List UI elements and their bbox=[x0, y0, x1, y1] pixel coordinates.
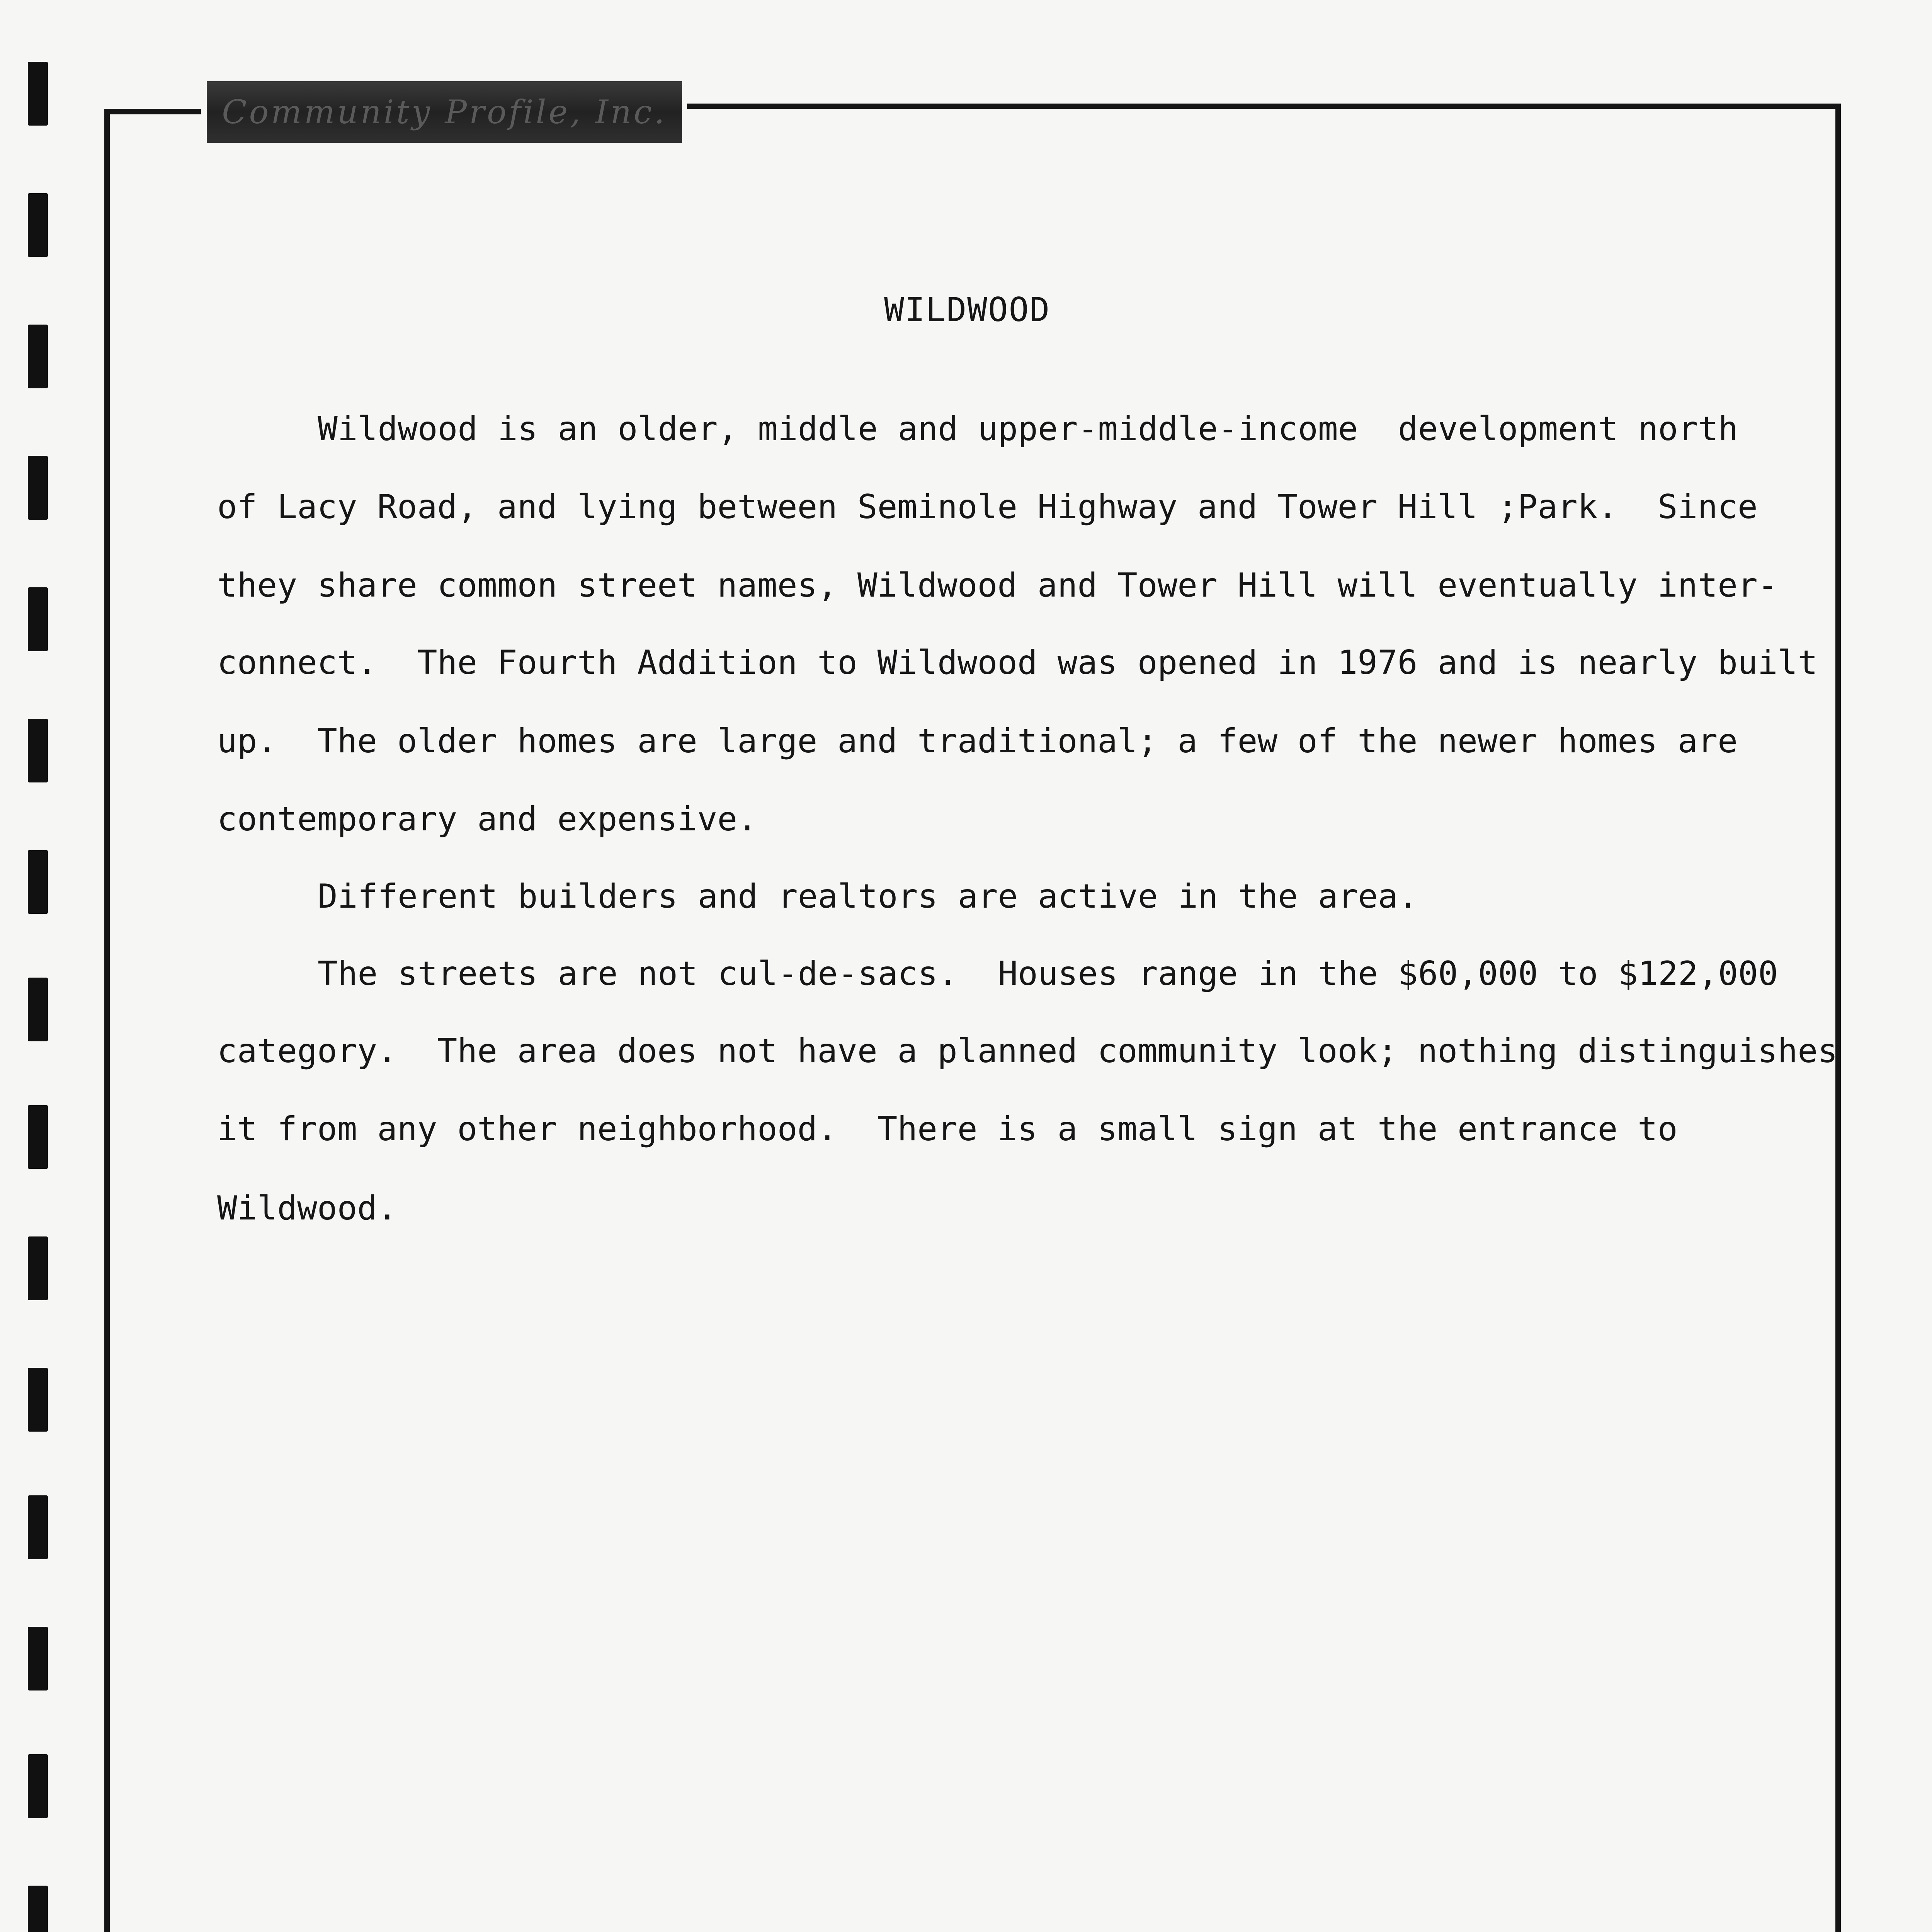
binding-hole-mark bbox=[28, 1495, 48, 1559]
header-band-text: Community Profile, Inc. bbox=[222, 93, 667, 131]
body-line: Different builders and realtors are active in the area. bbox=[318, 877, 1418, 916]
binding-hole-mark bbox=[28, 587, 48, 651]
binding-hole-mark bbox=[28, 1368, 48, 1432]
body-line: The streets are not cul-de-sacs. Houses range in the $60,000 to $122,000 bbox=[318, 954, 1778, 993]
frame-top-left-rule bbox=[104, 109, 201, 114]
binding-hole-mark bbox=[28, 850, 48, 914]
body-line: connect. The Fourth Addition to Wildwood was opened in 1976 and is nearly built bbox=[217, 643, 1818, 682]
header-band bbox=[207, 81, 682, 143]
binding-hole-mark bbox=[28, 719, 48, 782]
binding-hole-mark bbox=[28, 193, 48, 257]
frame-right-rule bbox=[1835, 104, 1841, 1932]
binding-hole-mark bbox=[28, 1886, 48, 1932]
binding-hole-mark bbox=[28, 325, 48, 388]
page-title: WILDWOOD bbox=[884, 291, 1051, 329]
frame-top-right-rule bbox=[687, 104, 1839, 109]
binding-hole-mark bbox=[28, 1627, 48, 1690]
frame-left-rule bbox=[104, 109, 110, 1932]
body-line: Wildwood is an older, middle and upper-middle-income development north bbox=[318, 410, 1738, 448]
binding-hole-mark bbox=[28, 1236, 48, 1300]
binding-hole-mark bbox=[28, 978, 48, 1041]
body-line: Wildwood. bbox=[217, 1189, 397, 1228]
body-line: up. The older homes are large and traditional; a few of the newer homes are bbox=[217, 722, 1738, 760]
body-line: it from any other neighborhood. There is a small sign at the entrance to bbox=[217, 1110, 1678, 1148]
binding-hole-mark bbox=[28, 1105, 48, 1169]
binding-hole-mark bbox=[28, 456, 48, 520]
body-line: category. The area does not have a planned community look; nothing distinguishes bbox=[217, 1032, 1838, 1070]
binding-hole-mark bbox=[28, 1754, 48, 1818]
body-line: of Lacy Road, and lying between Seminole Highway and Tower Hill ;Park. Since bbox=[217, 488, 1758, 526]
binding-hole-mark bbox=[28, 62, 48, 126]
body-line: they share common street names, Wildwood and Tower Hill will eventually inter- bbox=[217, 566, 1778, 605]
body-line: contemporary and expensive. bbox=[217, 800, 757, 838]
